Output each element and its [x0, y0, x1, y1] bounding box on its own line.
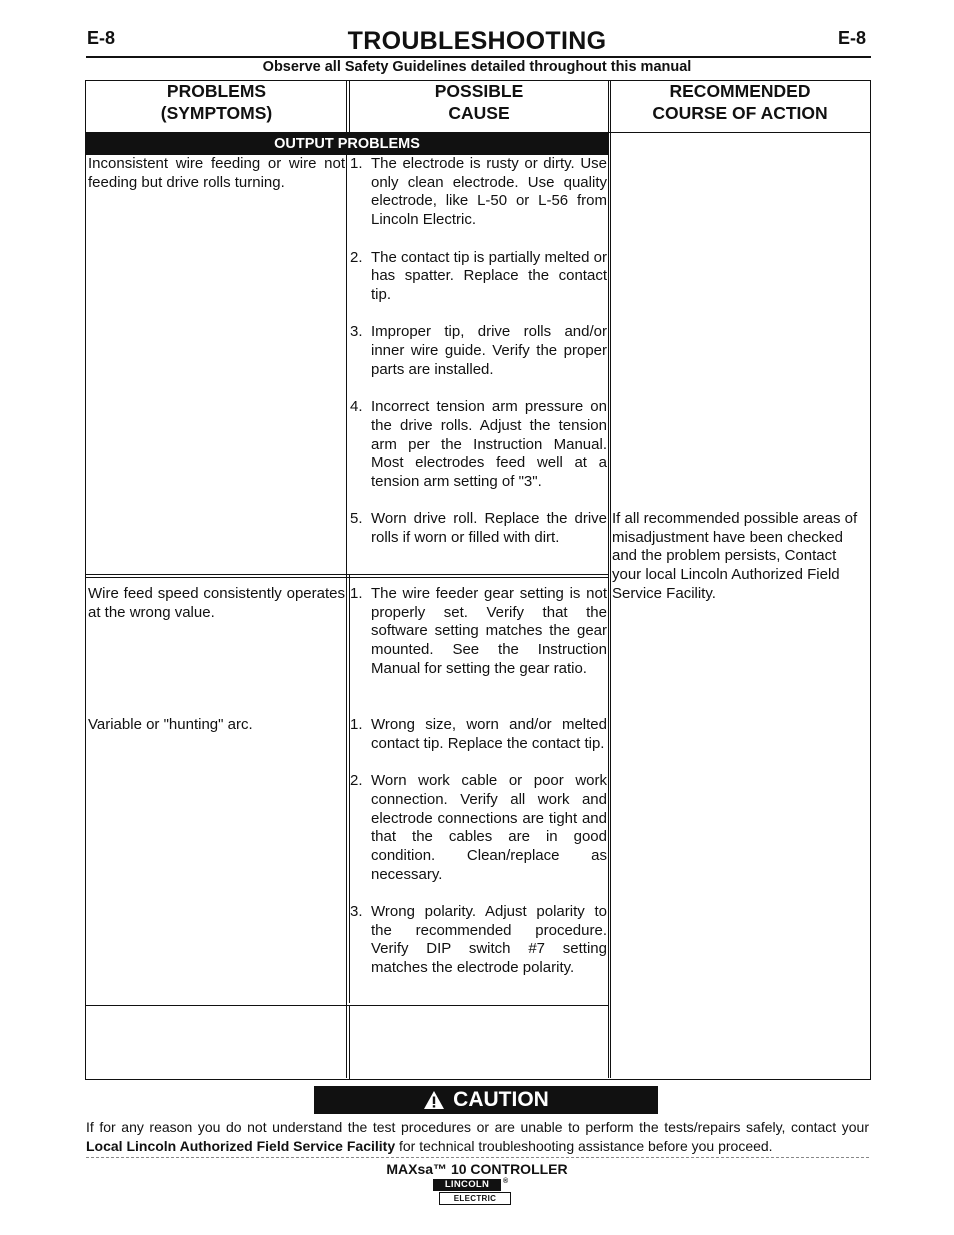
title-rule	[86, 56, 871, 58]
footer-divider	[86, 1157, 869, 1158]
page-code-left: E-8	[87, 28, 116, 48]
cause-list	[350, 585, 607, 697]
cause-item	[350, 398, 607, 492]
cause-item	[350, 585, 607, 679]
logo-top-text: LINCOLN	[433, 1179, 501, 1191]
column-divider	[346, 80, 347, 1078]
header-problems-line2: (SYMPTOMS)	[160, 103, 273, 123]
logo-bottom-text: ELECTRIC	[439, 1192, 511, 1205]
header-problems	[86, 80, 347, 133]
recommended-action: If all recommended possible areas of misadjustment have been checked and the problem persists, Contact your local Lincoln Authorized Field Service Facility.	[612, 510, 858, 602]
column-divider	[349, 1005, 350, 1079]
cause-item	[350, 772, 607, 884]
symptom-text: Inconsistent wire feeding or wire not feeding but drive rolls turning.	[88, 155, 345, 191]
cause-item	[350, 249, 607, 305]
logo-registered-mark: ®	[503, 1178, 509, 1185]
cause-text: Wrong polarity. Adjust polarity to the recommended procedure. Verify DIP switch #7 setting matches the electrode polarity.	[371, 903, 607, 977]
warning-icon	[423, 1090, 445, 1110]
cause-number: 1.	[350, 155, 363, 172]
cause-list	[350, 155, 607, 566]
cause-item	[350, 323, 607, 379]
cause-text: Incorrect tension arm pressure on the drive rolls. Adjust the tension arm per the Instruction Manual. Most electrodes feed well at a tension arm setting of "3".	[371, 398, 607, 490]
column-divider	[610, 80, 611, 1078]
cause-item	[350, 903, 607, 978]
cause-number: 1.	[350, 585, 363, 602]
cause-text: The wire feeder gear setting is not properly set. Verify that the software setting matches the gear mounted. See the Instruction Manual for setting the gear ratio.	[371, 585, 607, 677]
header-cause-line2: CAUSE	[448, 103, 510, 123]
safety-note: Observe all Safety Guidelines detailed throughout this manual	[262, 59, 692, 75]
page-title: TROUBLESHOOTING	[347, 27, 607, 55]
header-action	[611, 80, 869, 133]
cause-number: 3.	[350, 903, 363, 920]
column-divider	[608, 80, 609, 1078]
symptom-text: Variable or "hunting" arc.	[88, 716, 253, 733]
page-code-right: E-8	[838, 28, 867, 48]
cause-text: Improper tip, drive rolls and/or inner wire guide. Verify the proper parts are installed.	[371, 323, 607, 378]
cause-list	[350, 716, 607, 997]
cause-number: 5.	[350, 510, 363, 528]
cause-text: Wrong size, worn and/or melted contact tip. Replace the contact tip.	[371, 716, 607, 752]
caution-text	[86, 1118, 869, 1156]
caution-text-outro: for technical troubleshooting assistance before you proceed.	[395, 1138, 773, 1154]
cause-text: The electrode is rusty or dirty. Use only clean electrode. Use quality electrode, like L-50 or L-56 from Lincoln Electric.	[371, 155, 607, 229]
section-label: OUTPUT PROBLEMS	[86, 133, 608, 155]
cause-item	[350, 510, 607, 547]
cause-text: Worn drive roll. Replace the drive rolls if worn or filled with dirt.	[371, 510, 607, 546]
cause-text: The contact tip is partially melted or has spatter. Replace the contact tip.	[371, 248, 607, 303]
cause-number: 1.	[350, 716, 363, 733]
cause-item	[350, 155, 607, 230]
header-cause-line1: POSSIBLE	[434, 81, 524, 101]
cause-number: 2.	[350, 772, 363, 790]
caution-label: CAUTION	[453, 1088, 549, 1111]
row-rule	[86, 574, 609, 575]
caution-text-intro: If for any reason you do not understand the test procedures or are unable to perform the tests/repairs safely, contact your	[86, 1119, 869, 1135]
row-rule	[86, 1005, 609, 1006]
cause-number: 2.	[350, 248, 363, 266]
cause-number: 4.	[350, 398, 363, 416]
cause-item	[350, 716, 607, 753]
header-action-line2: COURSE OF ACTION	[652, 103, 828, 123]
row-rule	[86, 577, 609, 578]
product-name: MAXsa™ 10 CONTROLLER	[386, 1161, 568, 1177]
header-action-line1: RECOMMENDED	[669, 81, 811, 101]
symptom-text: Wire feed speed consistently operates at the wrong value.	[88, 585, 345, 621]
cause-number: 3.	[350, 323, 363, 341]
header-problems-line1: PROBLEMS	[166, 81, 267, 101]
header-cause	[350, 80, 608, 133]
lincoln-electric-logo	[433, 1179, 510, 1205]
caution-banner	[314, 1086, 658, 1114]
cause-text: Worn work cable or poor work connection. Verify all work and electrode connections are tight and that the cables are in good condition. Clean/replace as necessary.	[371, 772, 607, 883]
caution-text-bold: Local Lincoln Authorized Field Service Facility	[86, 1138, 396, 1154]
